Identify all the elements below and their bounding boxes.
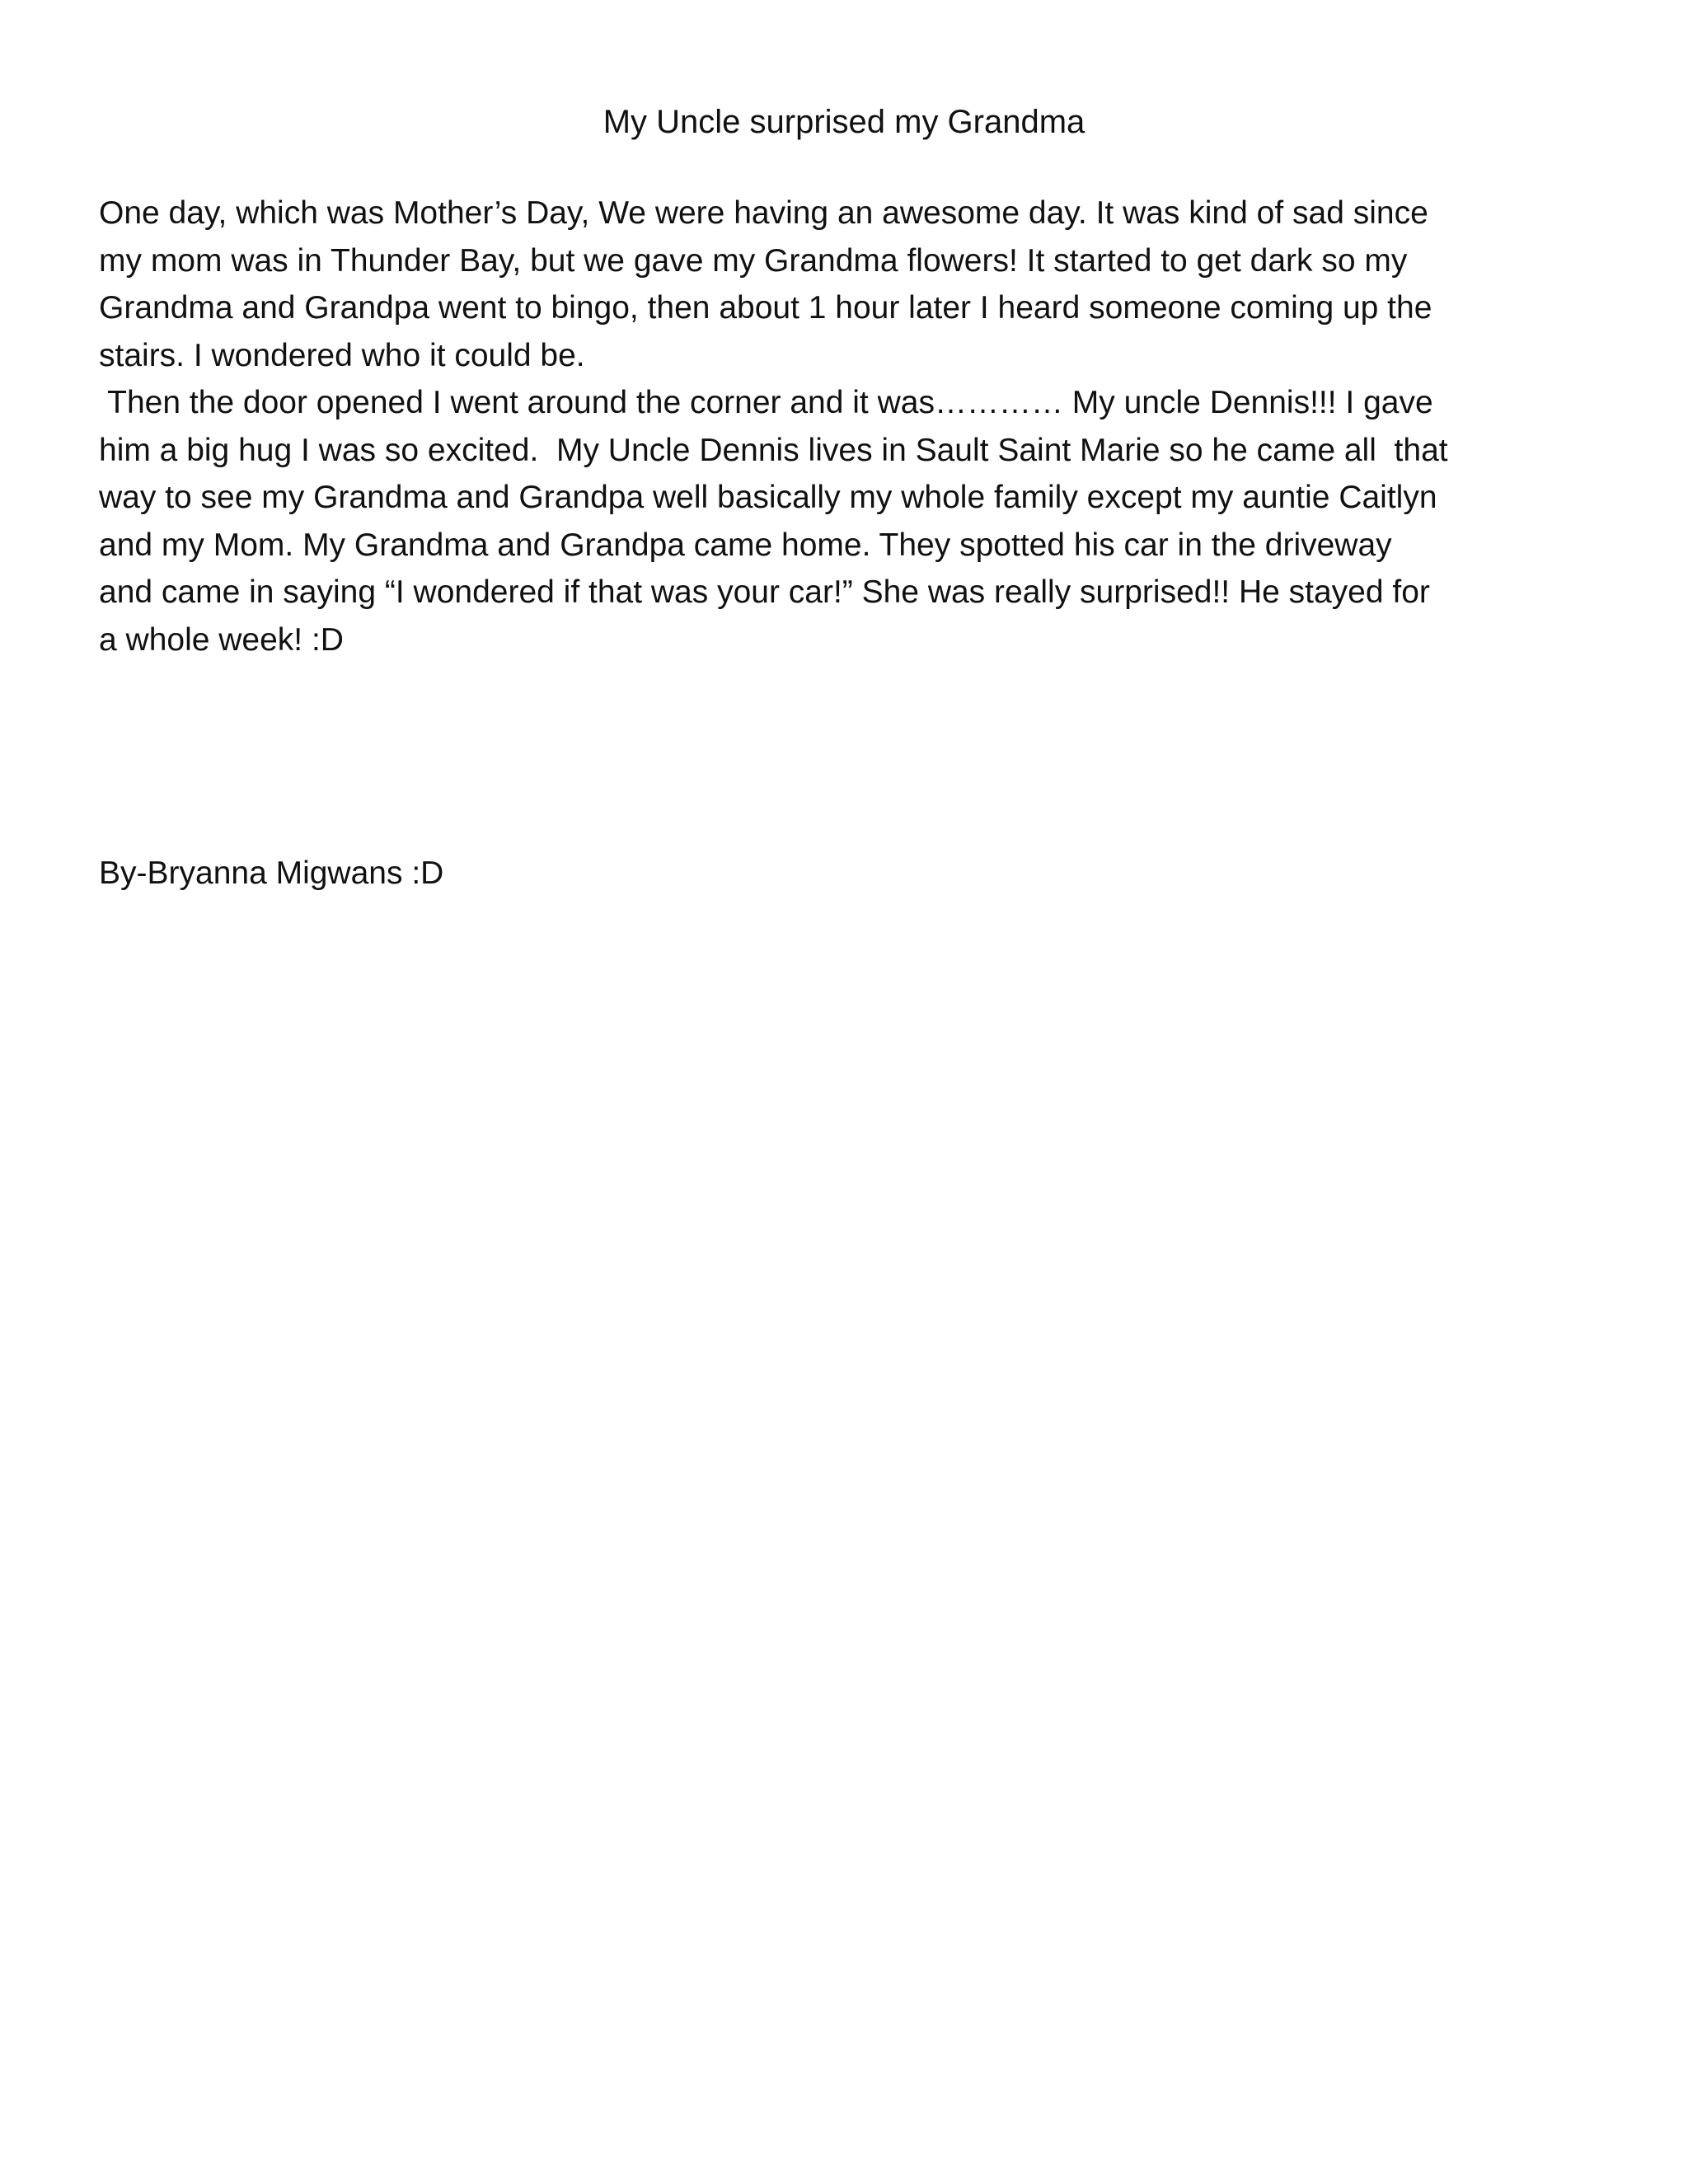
story-line: him a big hug I was so excited. My Uncle Dennis lives in Sault Saint Marie so he came all that (99, 432, 1448, 468)
story-line: Grandma and Grandpa went to bingo, then about 1 hour later I heard someone coming up the (99, 290, 1432, 326)
author-signature: By-Bryanna Migwans :D (99, 855, 444, 891)
story-line: stairs. I wondered who it could be. (99, 337, 585, 373)
document-title: My Uncle surprised my Grandma (603, 104, 1085, 140)
story-line: a whole week! :D (99, 621, 344, 658)
story-line: my mom was in Thunder Bay, but we gave my Grandma flowers! It started to get dark so my (99, 242, 1408, 279)
story-line: and my Mom. My Grandma and Grandpa came home. They spotted his car in the driveway (99, 527, 1392, 563)
story-line: way to see my Grandma and Grandpa well basically my whole family except my auntie Caitlyn (99, 480, 1437, 515)
story-line: Then the door opened I went around the corner and it was………… My uncle Dennis!!! I gave (99, 385, 1433, 420)
story-body (99, 190, 1615, 663)
story-line: and came in saying “I wondered if that was your car!” She was really surprised!! He stayed for (99, 574, 1430, 610)
story-line: One day, which was Mother’s Day, We were having an awesome day. It was kind of sad since (99, 195, 1428, 231)
